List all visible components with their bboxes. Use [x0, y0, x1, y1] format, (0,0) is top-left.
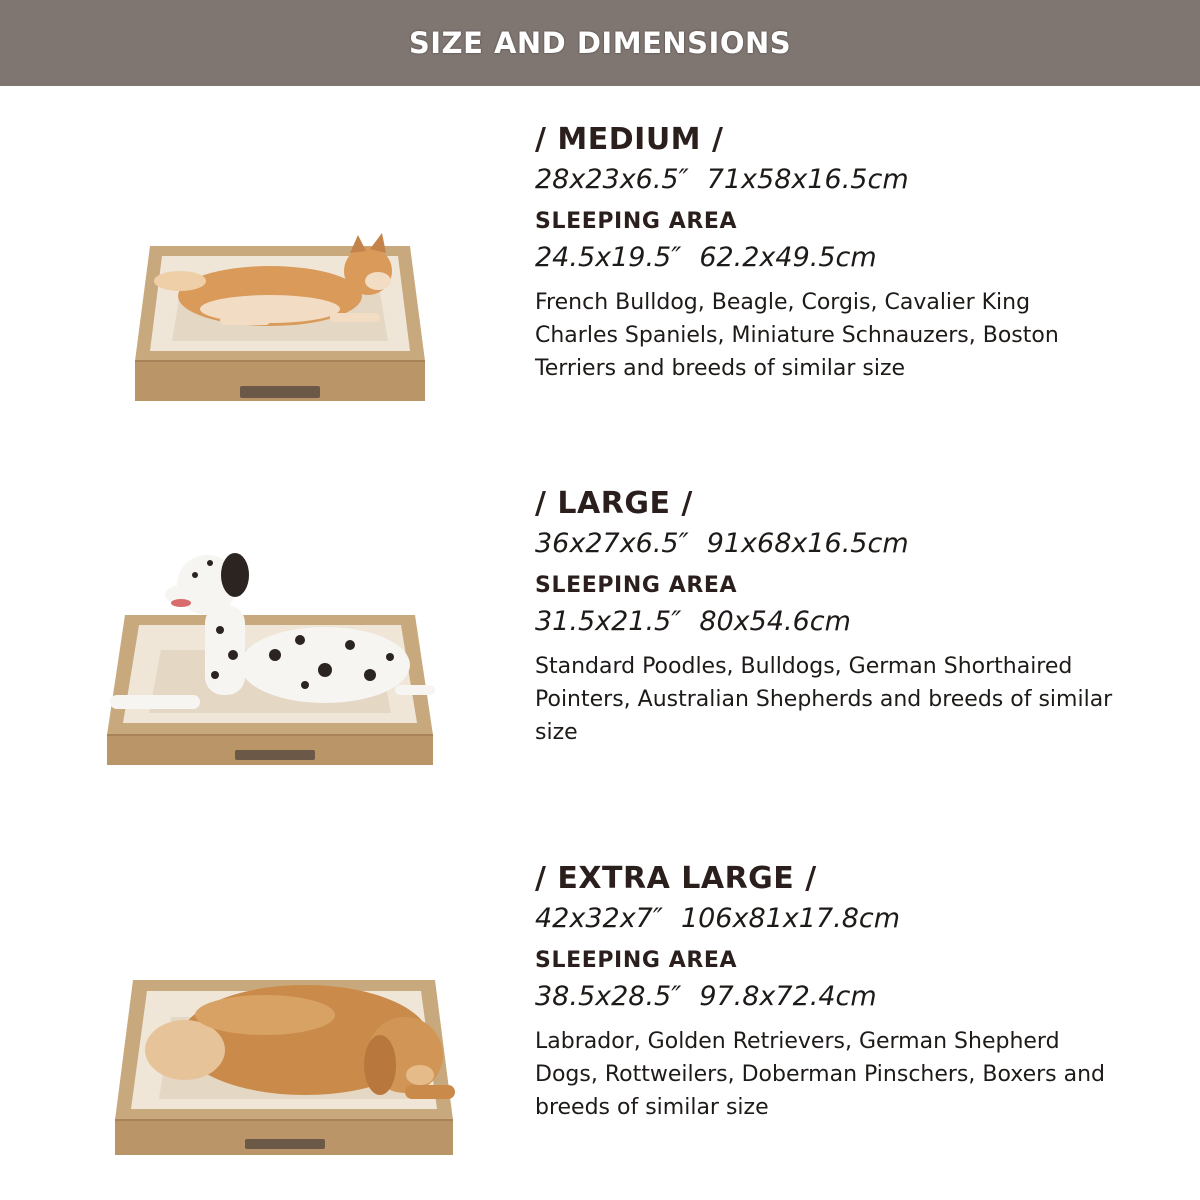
sleeping-dimensions-extra-large [535, 981, 1175, 1013]
extra-large-bed-image [105, 955, 465, 1165]
dims-inches: 36x27x6.5″ [535, 528, 689, 559]
sleep-cm: 80x54.6cm [699, 606, 851, 637]
sleep-cm: 97.8x72.4cm [699, 981, 877, 1012]
header-bar [0, 0, 1200, 86]
size-section-extra-large [0, 825, 1200, 1195]
size-section-large [0, 450, 1200, 820]
sleeping-area-label-extra-large: SLEEPING AREA [535, 948, 738, 973]
dims-cm: 91x68x16.5cm [706, 528, 909, 559]
page-title: SIZE AND DIMENSIONS [408, 26, 792, 60]
size-section-medium [0, 86, 1200, 446]
overall-dimensions-extra-large [535, 903, 1175, 935]
medium-bed-image [120, 221, 440, 406]
size-title-large: / LARGE / [535, 486, 693, 521]
dims-inches: 42x32x7″ [535, 903, 663, 934]
sleeping-dimensions-medium [535, 242, 1175, 274]
breeds-medium: French Bulldog, Beagle, Corgis, Cavalier King Charles Spaniels, Miniature Schnauzers, Boston Terriers and breeds of similar size [535, 290, 1059, 381]
breeds-extra-large: Labrador, Golden Retrievers, German Shepherd Dogs, Rottweilers, Doberman Pinschers, Boxers and breeds of similar size [535, 1029, 1106, 1120]
sleeping-area-label-medium: SLEEPING AREA [535, 209, 738, 234]
sleeping-dimensions-large [535, 606, 1175, 638]
overall-dimensions-medium [535, 164, 1175, 196]
sleeping-area-label-large: SLEEPING AREA [535, 573, 738, 598]
large-bed-image [95, 545, 445, 775]
sleep-inches: 38.5x28.5″ [535, 981, 682, 1012]
size-title-medium: / MEDIUM / [535, 122, 724, 157]
dims-cm: 106x81x17.8cm [680, 903, 901, 934]
sleep-cm: 62.2x49.5cm [699, 242, 877, 273]
sleep-inches: 31.5x21.5″ [535, 606, 682, 637]
overall-dimensions-large [535, 528, 1175, 560]
dims-cm: 71x58x16.5cm [706, 164, 909, 195]
dims-inches: 28x23x6.5″ [535, 164, 689, 195]
size-title-extra-large: / EXTRA LARGE / [535, 861, 817, 896]
sleep-inches: 24.5x19.5″ [535, 242, 682, 273]
breeds-large: Standard Poodles, Bulldogs, German Shorthaired Pointers, Australian Shepherds and breeds of similar size [535, 654, 1113, 745]
